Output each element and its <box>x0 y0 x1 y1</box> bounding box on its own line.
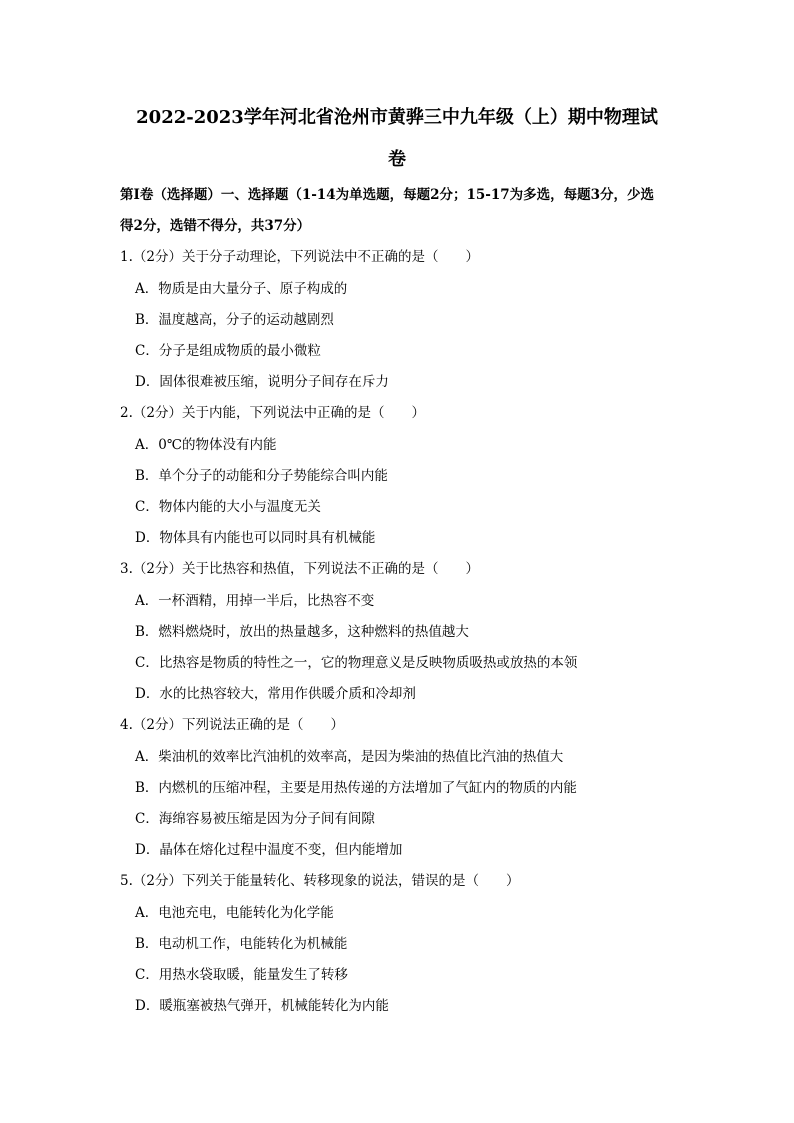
question-2-option-b: B．单个分子的动能和分子势能综合叫内能 <box>135 468 388 484</box>
section-heading-line-2: 得2分，选错不得分，共37分） <box>120 218 311 234</box>
question-2-option-a: A．0℃的物体没有内能 <box>135 437 277 453</box>
question-1-stem: 1.（2分）关于分子动理论，下列说法中不正确的是（ ） <box>120 249 479 265</box>
question-5-option-a: A．电池充电，电能转化为化学能 <box>135 905 334 921</box>
section-heading-line-1: 第I卷（选择题）一、选择题（1-14为单选题，每题2分；15-17为多选，每题3分，少选 <box>120 187 655 203</box>
question-1-option-a: A．物质是由大量分子、原子构成的 <box>135 281 348 297</box>
question-3-option-b: B．燃料燃烧时，放出的热量越多，这种燃料的热值越大 <box>135 624 469 640</box>
question-5-option-d: D．暖瓶塞被热气弹开，机械能转化为内能 <box>135 998 389 1014</box>
question-4-option-c: C．海绵容易被压缩是因为分子间有间隙 <box>135 811 375 827</box>
question-3-stem: 3.（2分）关于比热容和热值，下列说法不正确的是（ ） <box>120 561 479 577</box>
question-4-option-d: D．晶体在熔化过程中温度不变，但内能增加 <box>135 842 403 858</box>
question-4-option-a: A．柴油机的效率比汽油机的效率高，是因为柴油的热值比汽油的热值大 <box>135 749 564 765</box>
exam-title-line-2: 卷 <box>388 149 406 170</box>
question-2-option-d: D．物体具有内能也可以同时具有机械能 <box>135 530 376 546</box>
question-2-option-c: C．物体内能的大小与温度无关 <box>135 499 321 515</box>
exam-title-line-1: 2022-2023学年河北省沧州市黄骅三中九年级（上）期中物理试 <box>136 107 658 128</box>
question-1-option-c: C．分子是组成物质的最小微粒 <box>135 343 321 359</box>
question-4-stem: 4.（2分）下列说法正确的是（ ） <box>120 717 344 733</box>
question-3-option-a: A．一杯酒精，用掉一半后，比热容不变 <box>135 593 375 609</box>
question-1-option-b: B．温度越高，分子的运动越剧烈 <box>135 312 334 328</box>
question-4-option-b: B．内燃机的压缩冲程，主要是用热传递的方法增加了气缸内的物质的内能 <box>135 780 577 796</box>
question-5-option-b: B．电动机工作，电能转化为机械能 <box>135 936 348 952</box>
question-3-option-c: C．比热容是物质的特性之一，它的物理意义是反映物质吸热或放热的本领 <box>135 655 578 671</box>
question-3-option-d: D．水的比热容较大，常用作供暖介质和冷却剂 <box>135 686 416 702</box>
question-1-option-d: D．固体很难被压缩，说明分子间存在斥力 <box>135 374 389 390</box>
question-5-option-c: C．用热水袋取暖，能量发生了转移 <box>135 967 348 983</box>
question-5-stem: 5.（2分）下列关于能量转化、转移现象的说法，错误的是（ ） <box>120 873 520 889</box>
question-2-stem: 2.（2分）关于内能，下列说法中正确的是（ ） <box>120 405 425 421</box>
